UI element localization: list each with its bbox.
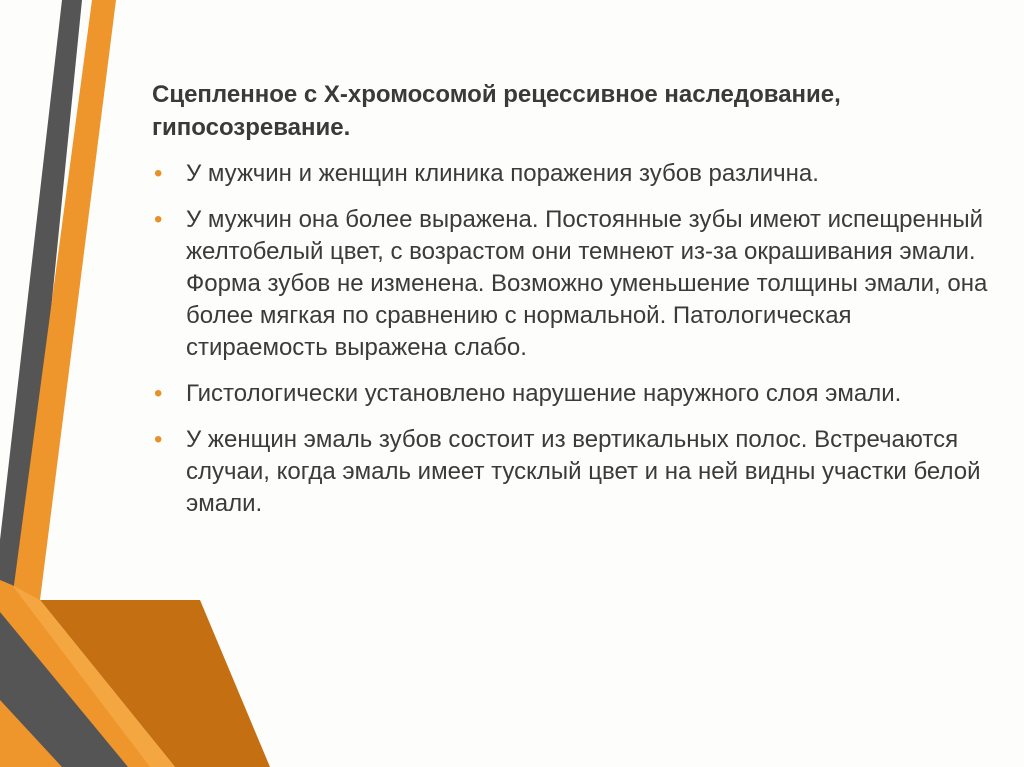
bullet-text: Гистологически установлено нарушение наружного слоя эмали. (186, 380, 902, 407)
bullet-text: У мужчин и женщин клиника поражения зубов различна. (186, 160, 819, 187)
bullet-icon: • (154, 426, 163, 453)
bullet-item (152, 424, 992, 520)
bullet-item (152, 158, 992, 190)
bullet-icon: • (154, 380, 163, 407)
bullet-item (152, 378, 992, 410)
slide-content (152, 78, 992, 534)
slide-heading: Сцепленное с Х-хромосомой рецессивное наследование, гипосозревание. (152, 81, 841, 141)
bullet-list (152, 158, 992, 520)
bullet-icon: • (154, 206, 163, 233)
bullet-icon: • (154, 160, 163, 187)
bullet-item (152, 204, 992, 364)
bullet-text: У мужчин она более выражена. Постоянные зубы имеют испещренный желтобелый цвет, с возрастом они темнеют из-за окрашивания эмали. Форма зубов не изменена. Возможно уменьшение толщины эмали, она более мягкая по сравнению с нормальной. Патологическая стираемость выражена слабо. (186, 206, 988, 361)
bullet-text: У женщин эмаль зубов состоит из вертикальных полос. Встречаются случаи, когда эмаль имеет тусклый цвет и на ней видны участки белой эмали. (186, 426, 981, 517)
